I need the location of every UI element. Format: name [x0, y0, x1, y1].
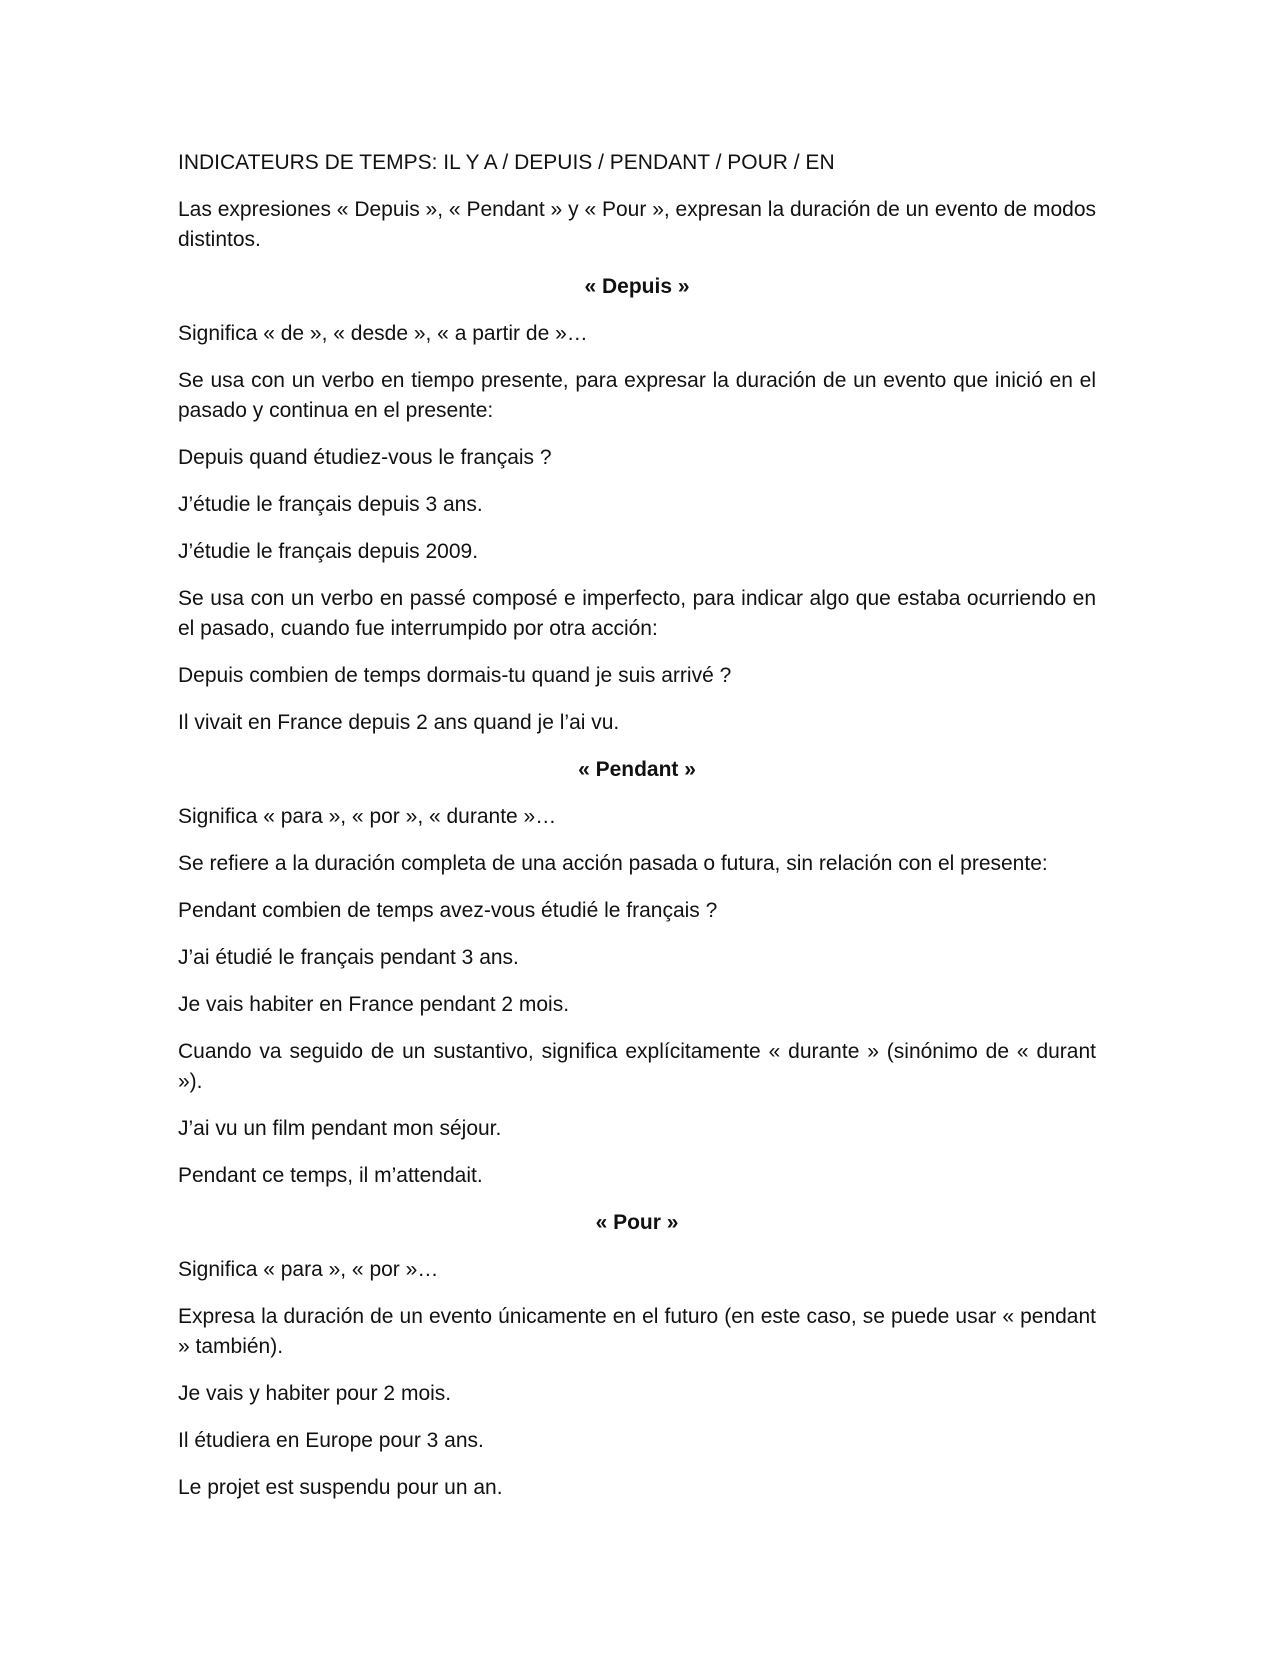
- pendant-meaning: Significa « para », « por », « durante »…: [178, 805, 557, 828]
- pendant-example: J’ai étudié le français pendant 3 ans.: [178, 946, 519, 969]
- pour-example: Il étudiera en Europe pour 3 ans.: [178, 1429, 484, 1452]
- depuis-example: Il vivait en France depuis 2 ans quand je l’ai vu.: [178, 711, 620, 734]
- pendant-example: Pendant combien de temps avez-vous étudié le français ?: [178, 899, 718, 922]
- pour-usage: Expresa la duración de un evento únicamente en el futuro (en este caso, se puede usar « pendant » también).: [178, 1305, 1096, 1358]
- depuis-example: J’étudie le français depuis 3 ans.: [178, 493, 483, 516]
- depuis-usage-present: Se usa con un verbo en tiempo presente, para expresar la duración de un evento que inició en el pasado y continua en el presente:: [178, 369, 1096, 422]
- intro-paragraph: Las expresiones « Depuis », « Pendant » y « Pour », expresan la duración de un evento de modos distintos.: [178, 198, 1096, 251]
- pour-meaning: Significa « para », « por »…: [178, 1258, 439, 1281]
- depuis-example: Depuis quand étudiez-vous le français ?: [178, 446, 552, 469]
- pendant-example: Je vais habiter en France pendant 2 mois.: [178, 993, 570, 1016]
- depuis-meaning: Significa « de », « desde », « a partir de »…: [178, 322, 588, 345]
- depuis-usage-past: Se usa con un verbo en passé composé e imperfecto, para indicar algo que estaba ocurriendo en el pasado, cuando fue interrumpido por otra acción:: [178, 587, 1096, 640]
- pendant-heading: « Pendant »: [578, 758, 696, 781]
- pour-example: Je vais y habiter pour 2 mois.: [178, 1382, 452, 1405]
- pendant-usage-noun: Cuando va seguido de un sustantivo, significa explícitamente « durante » (sinónimo de « durant »).: [178, 1040, 1096, 1093]
- document-body: [178, 148, 1096, 1520]
- pour-example: Le projet est suspendu pour un an.: [178, 1476, 503, 1499]
- depuis-example: J’étudie le français depuis 2009.: [178, 540, 479, 563]
- depuis-example: Depuis combien de temps dormais-tu quand je suis arrivé ?: [178, 664, 732, 687]
- pendant-usage: Se refiere a la duración completa de una acción pasada o futura, sin relación con el presente:: [178, 852, 1048, 875]
- pour-heading: « Pour »: [595, 1211, 679, 1234]
- depuis-heading: « Depuis »: [584, 275, 690, 298]
- pendant-example: J’ai vu un film pendant mon séjour.: [178, 1117, 502, 1140]
- pendant-example: Pendant ce temps, il m’attendait.: [178, 1164, 483, 1187]
- document-title: INDICATEURS DE TEMPS: IL Y A / DEPUIS / PENDANT / POUR / EN: [178, 151, 835, 174]
